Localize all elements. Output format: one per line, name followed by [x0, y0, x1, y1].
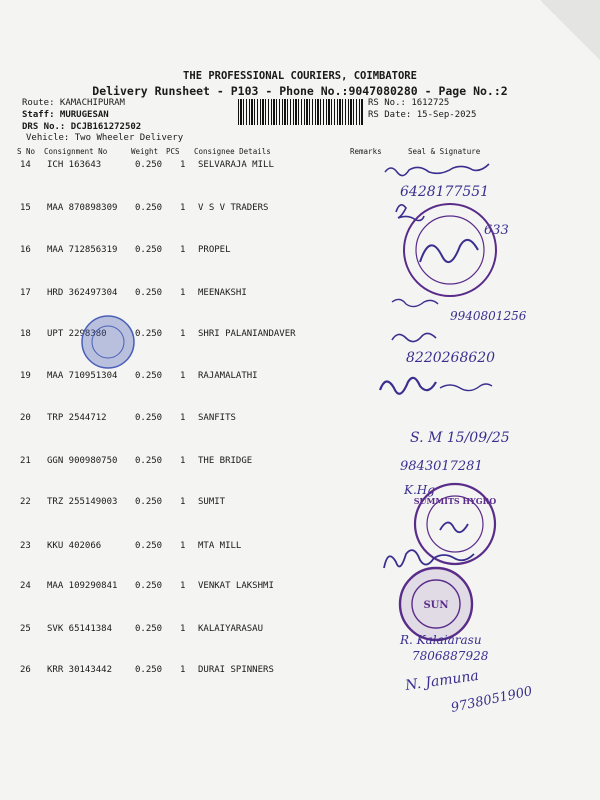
row-sno: 15: [20, 203, 31, 213]
signature-scribble: [440, 384, 492, 391]
col-consignee: Consignee Details: [194, 147, 271, 156]
signature-scribble: [420, 240, 478, 262]
signature-scribble: [380, 378, 436, 394]
col-weight: Weight: [131, 147, 159, 156]
row-weight: 0.250: [135, 371, 163, 381]
row-pcs: 1: [180, 497, 186, 507]
row-pcs: 1: [180, 665, 186, 675]
handwritten-date: S. M 15/09/25: [410, 430, 510, 446]
row-sno: 20: [20, 413, 31, 423]
row-consignment: TRZ 255149003: [47, 497, 118, 507]
col-sno: S No: [17, 147, 36, 156]
handwritten-name: R. Kalaiarasu: [400, 633, 482, 647]
row-sno: 24: [20, 581, 31, 591]
signature-scribble: [385, 164, 489, 176]
row-weight: 0.250: [135, 329, 163, 339]
row-consignment: MAA 109290841: [47, 581, 118, 591]
handwritten-phone: 9738051900: [449, 684, 534, 716]
row-consignment: GGN 900980750: [47, 456, 118, 466]
row-consignment: ICH 163643: [47, 160, 102, 170]
col-remarks: Remarks: [350, 147, 382, 156]
row-consignee: DURAI SPINNERS: [198, 665, 274, 675]
row-consignee: SUMIT: [198, 497, 226, 507]
row-consignee: VENKAT LAKSHMI: [198, 581, 274, 591]
handwritten-name: K.Hg: [404, 483, 435, 497]
row-pcs: 1: [180, 581, 186, 591]
row-weight: 0.250: [135, 581, 163, 591]
row-pcs: 1: [180, 413, 186, 423]
row-consignee: THE BRIDGE: [198, 456, 253, 466]
row-consignee: KALAIYARASAU: [198, 624, 264, 634]
handwritten-phone: 9843017281: [400, 459, 483, 474]
row-consignee: SELVARAJA MILL: [198, 160, 274, 170]
row-consignment: UPT 2298380: [47, 329, 107, 339]
handwritten-name: N. Jamuna: [404, 667, 480, 694]
row-consignee: MEENAKSHI: [198, 288, 247, 298]
row-weight: 0.250: [135, 245, 163, 255]
row-consignee: PROPEL: [198, 245, 231, 255]
row-weight: 0.250: [135, 665, 163, 675]
row-pcs: 1: [180, 371, 186, 381]
handwritten-phone: 8220268620: [406, 350, 496, 366]
signature-scribble: [392, 333, 436, 341]
row-sno: 18: [20, 329, 31, 339]
row-pcs: 1: [180, 245, 186, 255]
row-consignment: TRP 2544712: [47, 413, 107, 423]
company-title: THE PROFESSIONAL COURIERS, COIMBATORE: [183, 70, 417, 82]
signature-scribble: [392, 299, 438, 306]
row-consignee: MTA MILL: [198, 541, 242, 551]
rs-no-label: RS No.: 1612725: [368, 98, 450, 108]
row-consignment: KRR 30143442: [47, 665, 113, 675]
row-consignment: KKU 402066: [47, 541, 102, 551]
row-consignee: SANFITS: [198, 413, 236, 423]
row-sno: 26: [20, 665, 31, 675]
handwritten-number: 633: [484, 223, 509, 238]
handwritten-phone: 6428177551: [400, 184, 490, 200]
row-pcs: 1: [180, 288, 186, 298]
col-pcs: PCS: [166, 147, 180, 156]
row-weight: 0.250: [135, 288, 163, 298]
row-pcs: 1: [180, 624, 186, 634]
handwritten-phone: 9940801256: [450, 309, 527, 323]
row-sno: 17: [20, 288, 31, 298]
row-consignment: MAA 710951304: [47, 371, 118, 381]
stamp-text: SUN: [423, 600, 449, 611]
blue-stamp: [82, 316, 134, 368]
row-consignment: MAA 870898309: [47, 203, 118, 213]
row-sno: 21: [20, 456, 31, 466]
row-weight: 0.250: [135, 541, 163, 551]
col-consignment: Consignment No: [44, 147, 108, 156]
rs-date-label: RS Date: 15-Sep-2025: [368, 110, 477, 120]
route-label: Route: KAMACHIPURAM: [22, 98, 125, 108]
row-weight: 0.250: [135, 203, 163, 213]
row-pcs: 1: [180, 203, 186, 213]
row-pcs: 1: [180, 456, 186, 466]
row-consignment: SVK 65141384: [47, 624, 113, 634]
row-weight: 0.250: [135, 413, 163, 423]
row-consignee: RAJAMALATHI: [198, 371, 258, 381]
col-seal: Seal & Signature: [408, 147, 481, 156]
signature-scribble: [440, 522, 468, 532]
drs-label: DRS No.: DCJB161272502: [22, 122, 142, 132]
row-consignment: HRD 362497304: [47, 288, 118, 298]
row-weight: 0.250: [135, 456, 163, 466]
row-pcs: 1: [180, 160, 186, 170]
row-consignment: MAA 712856319: [47, 245, 118, 255]
runsheet-subtitle: Delivery Runsheet - P103 - Phone No.:9047080280 - Page No.:2: [92, 84, 508, 98]
handwritten-phone: 7806887928: [412, 649, 489, 663]
signature-scribble: [384, 550, 474, 568]
row-sno: 14: [20, 160, 31, 170]
row-weight: 0.250: [135, 624, 163, 634]
staff-label: Staff: MURUGESAN: [22, 110, 109, 120]
company-stamp: [404, 204, 496, 296]
stamp-text: SUMMITS HYGRO: [413, 496, 497, 506]
vehicle-label: Vehicle: Two Wheeler Delivery: [26, 133, 184, 143]
row-sno: 23: [20, 541, 31, 551]
signature-scribble: [396, 205, 424, 221]
row-pcs: 1: [180, 541, 186, 551]
row-weight: 0.250: [135, 497, 163, 507]
row-weight: 0.250: [135, 160, 163, 170]
row-sno: 22: [20, 497, 31, 507]
row-pcs: 1: [180, 329, 186, 339]
row-consignee: SHRI PALANIANDAVER: [198, 329, 296, 339]
row-consignee: V S V TRADERS: [198, 203, 269, 213]
row-sno: 16: [20, 245, 31, 255]
row-sno: 19: [20, 371, 31, 381]
row-sno: 25: [20, 624, 31, 634]
